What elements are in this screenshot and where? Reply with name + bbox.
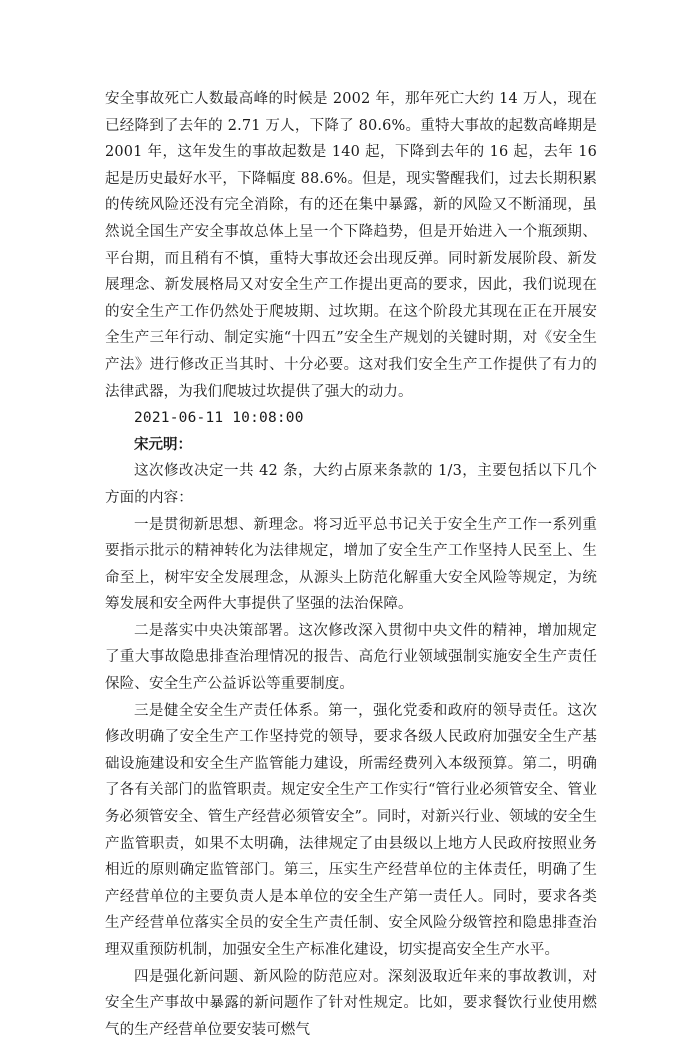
paragraph-overview: 这次修改决定一共 42 条，大约占原来条款的 1/3，主要包括以下几个方面的内容：	[105, 463, 597, 506]
paragraph-four: 四是强化新问题、新风险的防范应对。深刻汲取近年来的事故教训，对安全生产事故中暴露的新问题作了针对性规定。比如，要求餐饮行业使用燃气的生产经营单位要安装可燃气	[105, 968, 597, 1038]
paragraph-two: 二是落实中央决策部署。这次修改深入贯彻中央文件的精神，增加规定了重大事故隐患排查治理情况的报告、高危行业领域强制实施安全生产责任保险、安全生产公益诉讼等重要制度。	[105, 622, 597, 693]
paragraph-three: 三是健全安全生产责任体系。第一，强化党委和政府的领导责任。这次修改明确了安全生产工作坚持党的领导，要求各级人民政府加强安全生产基础设施建设和安全生产监管能力建设，所需经费列入本级预算。第二，明确了各有关部门的监管职责。规定安全生产工作实行“管行业必须管安全、管业务必须管安全、管生产经营必须管安全”。同时，对新兴行业、领域的安全生产监管职责，如果不太明确，法律规定了由县级以上地方人民政府按照业务相近的原则确定监管部门。第三，压实生产经营单位的主体责任，明确了生产经营单位的主要负责人是本单位的安全生产第一责任人。同时，要求各类生产经营单位落实全员的安全生产责任制、安全风险分级管控和隐患排查治理双重预防机制，加强安全生产标准化建设，切实提高安全生产水平。	[105, 702, 597, 958]
paragraph-intro: 安全事故死亡人数最高峰的时候是 2002 年，那年死亡大约 14 万人，现在已经降到了去年的 2.71 万人，下降了 80.6%。重特大事故的起数高峰期是 2001 年，这年发生的事故起数是 140 起，下降到去年的 16 起，去年 16 起是历史最好水平，下降幅度 88.6%。但是，现实警醒我们，过去长期积累的传统风险还没有完全消除，有的还在集中暴露，新的风险又不断涌现，虽然说全国生产安全事故总体上呈一个下降趋势，但是开始进入一个瓶颈期、平台期，而且稍有不慎，重特大事故还会出现反弹。同时新发展阶段、新发展理念、新发展格局又对安全生产工作提出更高的要求，因此，我们说现在的安全生产工作仍然处于爬坡期、过坎期。在这个阶段尤其现在正在开展安全生产三年行动、制定实施“十四五”安全生产规划的关键时期，对《安全生产法》进行修改正当其时、十分必要。这对我们安全生产工作提供了有力的法律武器，为我们爬坡过坎提供了强大的动力。	[105, 91, 597, 400]
paragraph-one: 一是贯彻新思想、新理念。将习近平总书记关于安全生产工作一系列重要指示批示的精神转化为法律规定，增加了安全生产工作坚持人民至上、生命至上，树牢安全发展理念，从源头上防范化解重大安全风险等规定，为统筹发展和安全两件大事提供了坚强的法治保障。	[105, 516, 597, 613]
document-page	[105, 86, 597, 1043]
timestamp: 2021-06-11 10:08:00	[134, 410, 304, 427]
speaker-name: 宋元明：	[134, 435, 192, 453]
